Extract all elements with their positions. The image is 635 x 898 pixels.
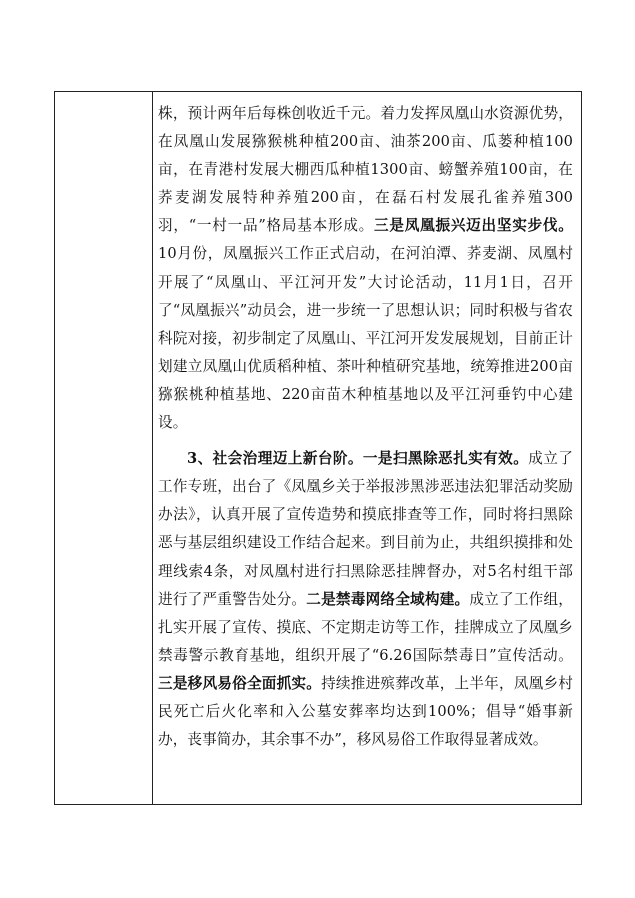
paragraph-text: 成立了工作专班，出台了《凤凰乡关于举报涉黑涉恶违法犯罪活动奖励办法》，认真开展了宣传造势和摸底排查等工作，同时将扫黑除恶与基层组织建设工作结合起来。到目前为止，共组织摸排和处理线索4条，对凤凰村进行扫黑除恶挂牌督办，对5名村组干部进行了严重警告处分。 [158, 450, 573, 608]
bold-heading-social-governance: 3、社会治理迈上新台阶。一是扫黑除恶扎实有效。 [187, 450, 529, 468]
bold-heading-fenghuang-revival: 三是凤凰振兴迈出坚实步伐。 [374, 217, 573, 235]
bold-heading-customs-reform: 三是移风易俗全面抓实。 [158, 674, 322, 692]
paragraph-text: 持续推进殡葬改革，上半年，凤凰乡村民死亡后火化率和入公墓安葬率均达到100%；倡导“婚事新办，丧事简办，其余事不办”，移风易俗工作取得显著成效。 [158, 674, 574, 749]
paragraph-text: 株，预计两年后每株创收近千元。着力发挥凤凰山水资源优势，在凤凰山发展猕猴桃种植200亩、油茶200亩、瓜蒌种植100亩，在青港村发展大棚西瓜种植1300亩、螃蟹养殖100亩，在荞麦湖发展特种养殖200亩，在磊石村发展孔雀养殖300羽，“一村一品”格局基本形成。 [158, 105, 573, 235]
table-label-column [55, 92, 153, 804]
paragraph-text: 成立了工作组，扎实开展了宣传、摸底、不定期走访等工作，挂牌成立了凤凰乡禁毒警示教育基地，组织开展了“6.26国际禁毒日”宣传活动。 [158, 590, 573, 664]
paragraph-text: 10月份，凤凰振兴工作正式启动，在河泊潭、荞麦湖、凤凰村开展了“凤凰山、平江河开发”大讨论活动，11月1日，召开了“凤凰振兴”动员会，进一步统一了思想认识；同时积极与省农科院对接，初步制定了凤凰山、平江河开发发展规划，目前正计划建立凤凰山优质稻种植、茶叶种植研究基地，统筹推进200亩猕猴桃种植基地、220亩苗木种植基地以及平江河垂钓中心建设。 [158, 245, 573, 432]
report-table [54, 91, 582, 805]
paragraph-agriculture [158, 100, 573, 437]
bold-heading-anti-drug: 二是禁毒网络全域构建。 [306, 590, 470, 608]
paragraph-social-governance [158, 445, 573, 754]
table-content-cell [153, 92, 581, 804]
